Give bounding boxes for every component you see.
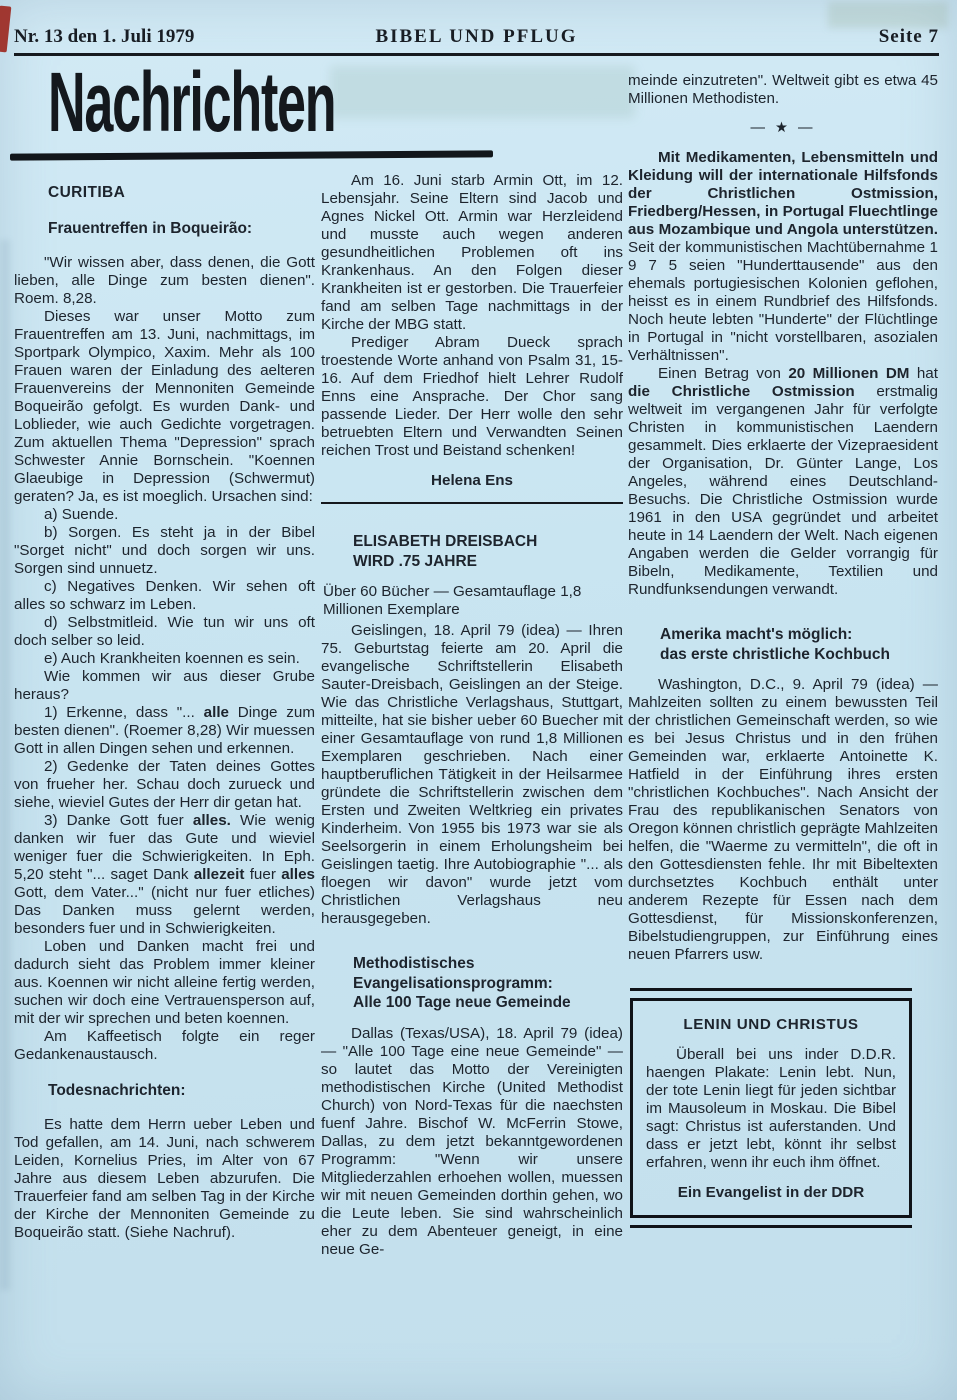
article-paragraph <box>628 72 938 108</box>
bold-text-run: alles. <box>192 812 231 829</box>
boxed-article-frame <box>630 998 912 1218</box>
section-headline: Nachrichten <box>48 55 336 149</box>
text-run: Wie wenig danken wir fuer das Gute und wieviel weniger fuer die Schwierigkeiten. In Eph. 5,20 steht "... saget Dank <box>14 812 316 883</box>
text-run: Loben und Danken macht frei und dadurch sieht das Problem immer kleiner aus. Koennen wir nicht alleine fertig werden, suchen wir doch eine Vertrauensperson auf, mit der wir sprechen und beten koennen. <box>14 938 315 1027</box>
text-run: Prediger Abram Dueck sprach troestende Worte anhand von Psalm 31, 15-16. Auf dem Friedhof hielt Lehrer Rudolf Enns eine Ansprache. Der Chor sang passende Lieder. Der Herr wolle den sehr betruebten Eltern und Verwandten Seinen reichen Trost und Beistand schenken! <box>321 334 623 459</box>
article-paragraph <box>14 524 315 578</box>
text-run: b) Sorgen. Es steht ja in der Bibel "Sorget nicht" und doch sorgen wir uns. Sorgen sind unnuetz. <box>14 524 315 577</box>
issue-date: Nr. 13 den 1. Juli 1979 <box>14 26 195 47</box>
text-run: Dieses war unser Motto zum Frauentreffen am 13. Juni, nachmittags, im Sportpark Olympico, Xaxim. Mehr als 100 Frauen waren der Einladung des aelteren Frauenvereins der Mennoniten Gemeinde Boqueirão gefolgt. Es wurden Dank- und Loblieder, wie auch Gedichte vorgetragen. Zum aktuellen Thema "Depression" sprach Schwester Annie Bornschein. "Koennen Glaeubige in Depression (Schwermut) geraten? Ja, es ist moeglich. Ursachen sind: <box>14 308 315 505</box>
article-paragraph <box>14 506 315 524</box>
text-run: Geislingen, 18. April 79 (idea) — Ihren 75. Geburtstag feierte am 20. April die evangelische Schriftstellerin Elisabeth Sauter-Dreisbach, Geislingen an der Steige. Wie das Christliche Verlagshaus, Stuttgart, mitteilte, hat sie bisher ueber 60 Buecher mit einer Gesamtauflage von rund 1,8 Millionen Exemplaren geschrieben. Nach einer hauptberuflichen Tätigkeit in der Heilsarmee gründete die Schriftstellerin zwischen dem Ersten und Zweiten Weltkrieg ein privates Kinderheim. Von 1955 bis 1973 war sie als Seelsorgerin in einem Erholungsheim bei Geislingen taetig. Ihre Autobiographie "... als floegen wir davon" wurde jetzt vom Christlichen Verlagshaus neu herausgegeben. <box>321 622 623 927</box>
boxed-article <box>630 988 912 1228</box>
article-heading <box>660 625 938 664</box>
print-bleed-artifact <box>0 240 10 1290</box>
column-2 <box>321 172 623 1259</box>
article-paragraph <box>14 704 315 758</box>
text-run: Gott, dem Vater..." (nicht nur fuer etliches) Das Danken muss gelernt werden, besonders fuer und in Schwierigkeiten. <box>14 884 315 937</box>
article-paragraph <box>14 1028 315 1064</box>
headline-rule <box>10 150 493 160</box>
bold-text-run: Mit Medikamenten, Lebensmitteln und Kleidung will der internationale Hilfsfonds der Christlichen Ostmission, Friedberg/Hessen, in Portugal Fluechtlinge aus Mozambique und Angola unterstützen. <box>628 149 938 238</box>
heading-line: Amerika macht's möglich: <box>660 626 853 643</box>
heading-line: das erste christliche Kochbuch <box>660 645 890 663</box>
column-3 <box>628 72 938 1228</box>
text-run: Washington, D.C., 9. April 79 (idea) — Mahlzeiten sollten zu einem bewussten Teil der christlichen Gemeinschaft werden, so wie es bei Jesus Christus und in den frühen Gemeinden war, erklaerte Antoinette K. Hatfield in der Einführung ihres ersten "christlichen Kochbuches". Nach Ansicht der Frau des republikanischen Senators von Oregon können christlich geprägte Mahlzeiten helfen, die "Waerme zu vermitteln", die oft in den Gottesdiensten fehle. Ihr mit Bibeltexten durchsetztes Kochbuch enthält unter anderem Rezepte für Essen nach dem Gottesdienst, für Missionskonferenzen, Bibelstudiengruppen, zur Einführung eines neuen Pfarrers usw. <box>628 676 938 963</box>
article-paragraph <box>321 622 623 928</box>
article-paragraph <box>14 758 315 812</box>
article-paragraph <box>321 334 623 460</box>
text-run: a) Suende. <box>44 506 119 523</box>
text-run: c) Negatives Denken. Wir sehen oft alles so schwarz im Leben. <box>14 578 315 613</box>
text-run: Seit der kommunistischen Machtübernahme 1 9 7 5 seien "Hunderttausende" aus den ehemals portugiesischen Kolonien geflohen, heisst es in einem Rundbrief des Hilfsfonds. Noch heute lebten "Hunderte" der Flüchtlinge in Portugal in "nicht vorstellbaren, asozialen Verhältnissen". <box>628 239 938 364</box>
author-signature: Helena Ens <box>431 472 513 489</box>
text-run: d) Selbstmitleid. Wie tun wir uns oft doch selber so leid. <box>14 614 315 649</box>
column-1 <box>14 180 315 1242</box>
heading-line: Alle 100 Tage neue Gemeinde <box>353 994 571 1011</box>
article-paragraph <box>14 614 315 650</box>
text-run: "Wir wissen aber, dass denen, die Gott lieben, alle Dinge zum besten dienen". Roem. 8,28. <box>14 254 315 307</box>
article-paragraph <box>14 308 315 506</box>
page-header <box>14 26 939 56</box>
bold-text-run: die Christliche Ostmission <box>628 383 855 400</box>
bold-text-run: alle <box>203 704 229 721</box>
heading-line: ELISABETH DREISBACH <box>353 533 538 550</box>
article-paragraph <box>628 365 938 599</box>
article-paragraph <box>321 1025 623 1259</box>
paper-title: BIBEL UND PFLUG <box>375 26 578 47</box>
bold-text-run: allezeit <box>193 866 245 883</box>
article-paragraph <box>14 578 315 614</box>
article-subheading: Todesnachrichten: <box>48 1082 186 1099</box>
article-paragraph <box>14 812 315 938</box>
text-run: 3) Danke Gott fuer <box>44 812 193 829</box>
article-paragraph <box>14 1116 315 1242</box>
text-run: fuer <box>244 866 282 883</box>
text-run: Am Kaffeetisch folgte ein reger Gedankenaustausch. <box>14 1028 315 1063</box>
text-run: Wie kommen wir aus dieser Grube heraus? <box>14 668 315 703</box>
standfirst: Über 60 Bücher — Gesamtauflage 1,8 Millionen Exemplare <box>323 583 582 618</box>
page-number-label: Seite 7 <box>878 26 939 47</box>
print-bleed-artifact <box>828 2 948 28</box>
text-run: 1) Erkenne, dass "... <box>44 704 204 721</box>
article-subheading: Frauentreffen in Boqueirão: <box>48 220 253 237</box>
heading-line: WIRD .75 JAHRE <box>353 552 478 570</box>
article-heading <box>353 954 623 1013</box>
box-title: LENIN UND CHRISTUS <box>683 1016 859 1033</box>
text-run: hat <box>909 365 938 382</box>
star-divider: — ★ — <box>750 120 816 136</box>
article-paragraph <box>14 668 315 704</box>
box-paragraph: Überall bei uns inder D.D.R. haengen Plakate: Lenin lebt. Nun, der tote Lenin liegt für jeden sichtbar im Mausoleum in Moskau. Die Bibel sagt: Christus ist auferstanden. Und dass er jetzt lebt, könnt ihr selbst erfahren, wenn ihr euch ihm öffnet. <box>646 1046 896 1171</box>
text-run: 2) Gedenke der Taten deines Gottes von frueher her. Schau doch zurueck und siehe, wieviel Gutes der Herr dir getan hat. <box>14 758 315 811</box>
text-run: Am 16. Juni starb Armin Ott, im 12. Lebensjahr. Seine Eltern sind Jacob und Agnes Nickel Ott. Armin war Herzleidend und musste auch wegen anderen gesundheitlichen Problemen oft ins Krankenhaus. An den Folgen dieser Krankheiten ist er gestorben. Die Trauerfeier fand am selben Tage nachmittags in der Kirche der MBG statt. <box>321 172 623 333</box>
article-paragraph <box>14 650 315 668</box>
heading-line: Methodistisches <box>353 955 475 972</box>
article-paragraph <box>628 149 938 365</box>
section-heading: CURITIBA <box>48 184 126 201</box>
heading-line: Evangelisationsprogramm: <box>353 974 553 992</box>
box-byline: Ein Evangelist in der DDR <box>677 1184 865 1201</box>
red-pen-mark <box>0 5 11 52</box>
text-run: erstmalig weltweit im vergangenen Jahr für verfolgte Christen in kommunistischen Laendern gesammelt. Dies erklaerte der Vizepraesident der Organisation, Dr. Günter Lange, Los Angeles, während eines Deutschland-Besuchs. Die Christliche Ostmission wurde 1961 in den USA gegründet und arbeitet heute in 14 Laendern der Welt. Nach eigenen Angaben werden die Gelder vorrangig für Bibeln, Medikamente, Textilien und Rundfunksendungen verwandt. <box>628 383 938 598</box>
bold-text-run: alles <box>281 866 315 883</box>
text-run: Es hatte dem Herrn ueber Leben und Tod gefallen, am 14. Juni, nach schwerem Leiden, Kornelius Pries, im Alter von 67 Jahre aus diesem Leben abzurufen. Die Trauerfeier fand am selben Tag in der Kirche der Kirche der Mennoniten Gemeinde zu Boqueirão statt. (Siehe Nachruf). <box>14 1116 315 1241</box>
text-run: e) Auch Krankheiten koennen es sein. <box>44 650 300 667</box>
bold-text-run: 20 Millionen DM <box>788 365 910 382</box>
article-heading <box>353 532 623 571</box>
text-run: Einen Betrag von <box>658 365 789 382</box>
article-paragraph <box>321 172 623 334</box>
text-run: Dinge zum besten dienen". (Roemer 8,28) Wir muessen Gott in allen Dingen sehen und erkennen. <box>14 704 315 757</box>
article-paragraph <box>628 676 938 964</box>
text-run: meinde einzutreten". Weltweit gibt es etwa 45 Millionen Methodisten. <box>628 72 938 107</box>
article-paragraph <box>14 938 315 1028</box>
article-paragraph <box>14 254 315 308</box>
text-run: Dallas (Texas/USA), 18. April 79 (idea) — "Alle 100 Tage eine neue Gemeinde" — so lautet das Motto der Vereinigten methodistischen Kirche (United Methodist Church) von Nord-Texas für die naechsten fuenf Jahre. Bischof W. McFerrin Stowe, Dallas, zu dem jetzt bekanntgewordenen Programm: "Wenn wir unsere Mitgliederzahlen erhoehen wollen, muessen wir mit neuen Gemeinden dorthin gehen, wo die Leute leben. Sie sind wahrscheinlich eher zu dem Abenteuer geneigt, in eine neue Ge- <box>321 1024 623 1258</box>
print-bleed-artifact <box>330 66 635 118</box>
column-divider-rule <box>321 502 623 504</box>
